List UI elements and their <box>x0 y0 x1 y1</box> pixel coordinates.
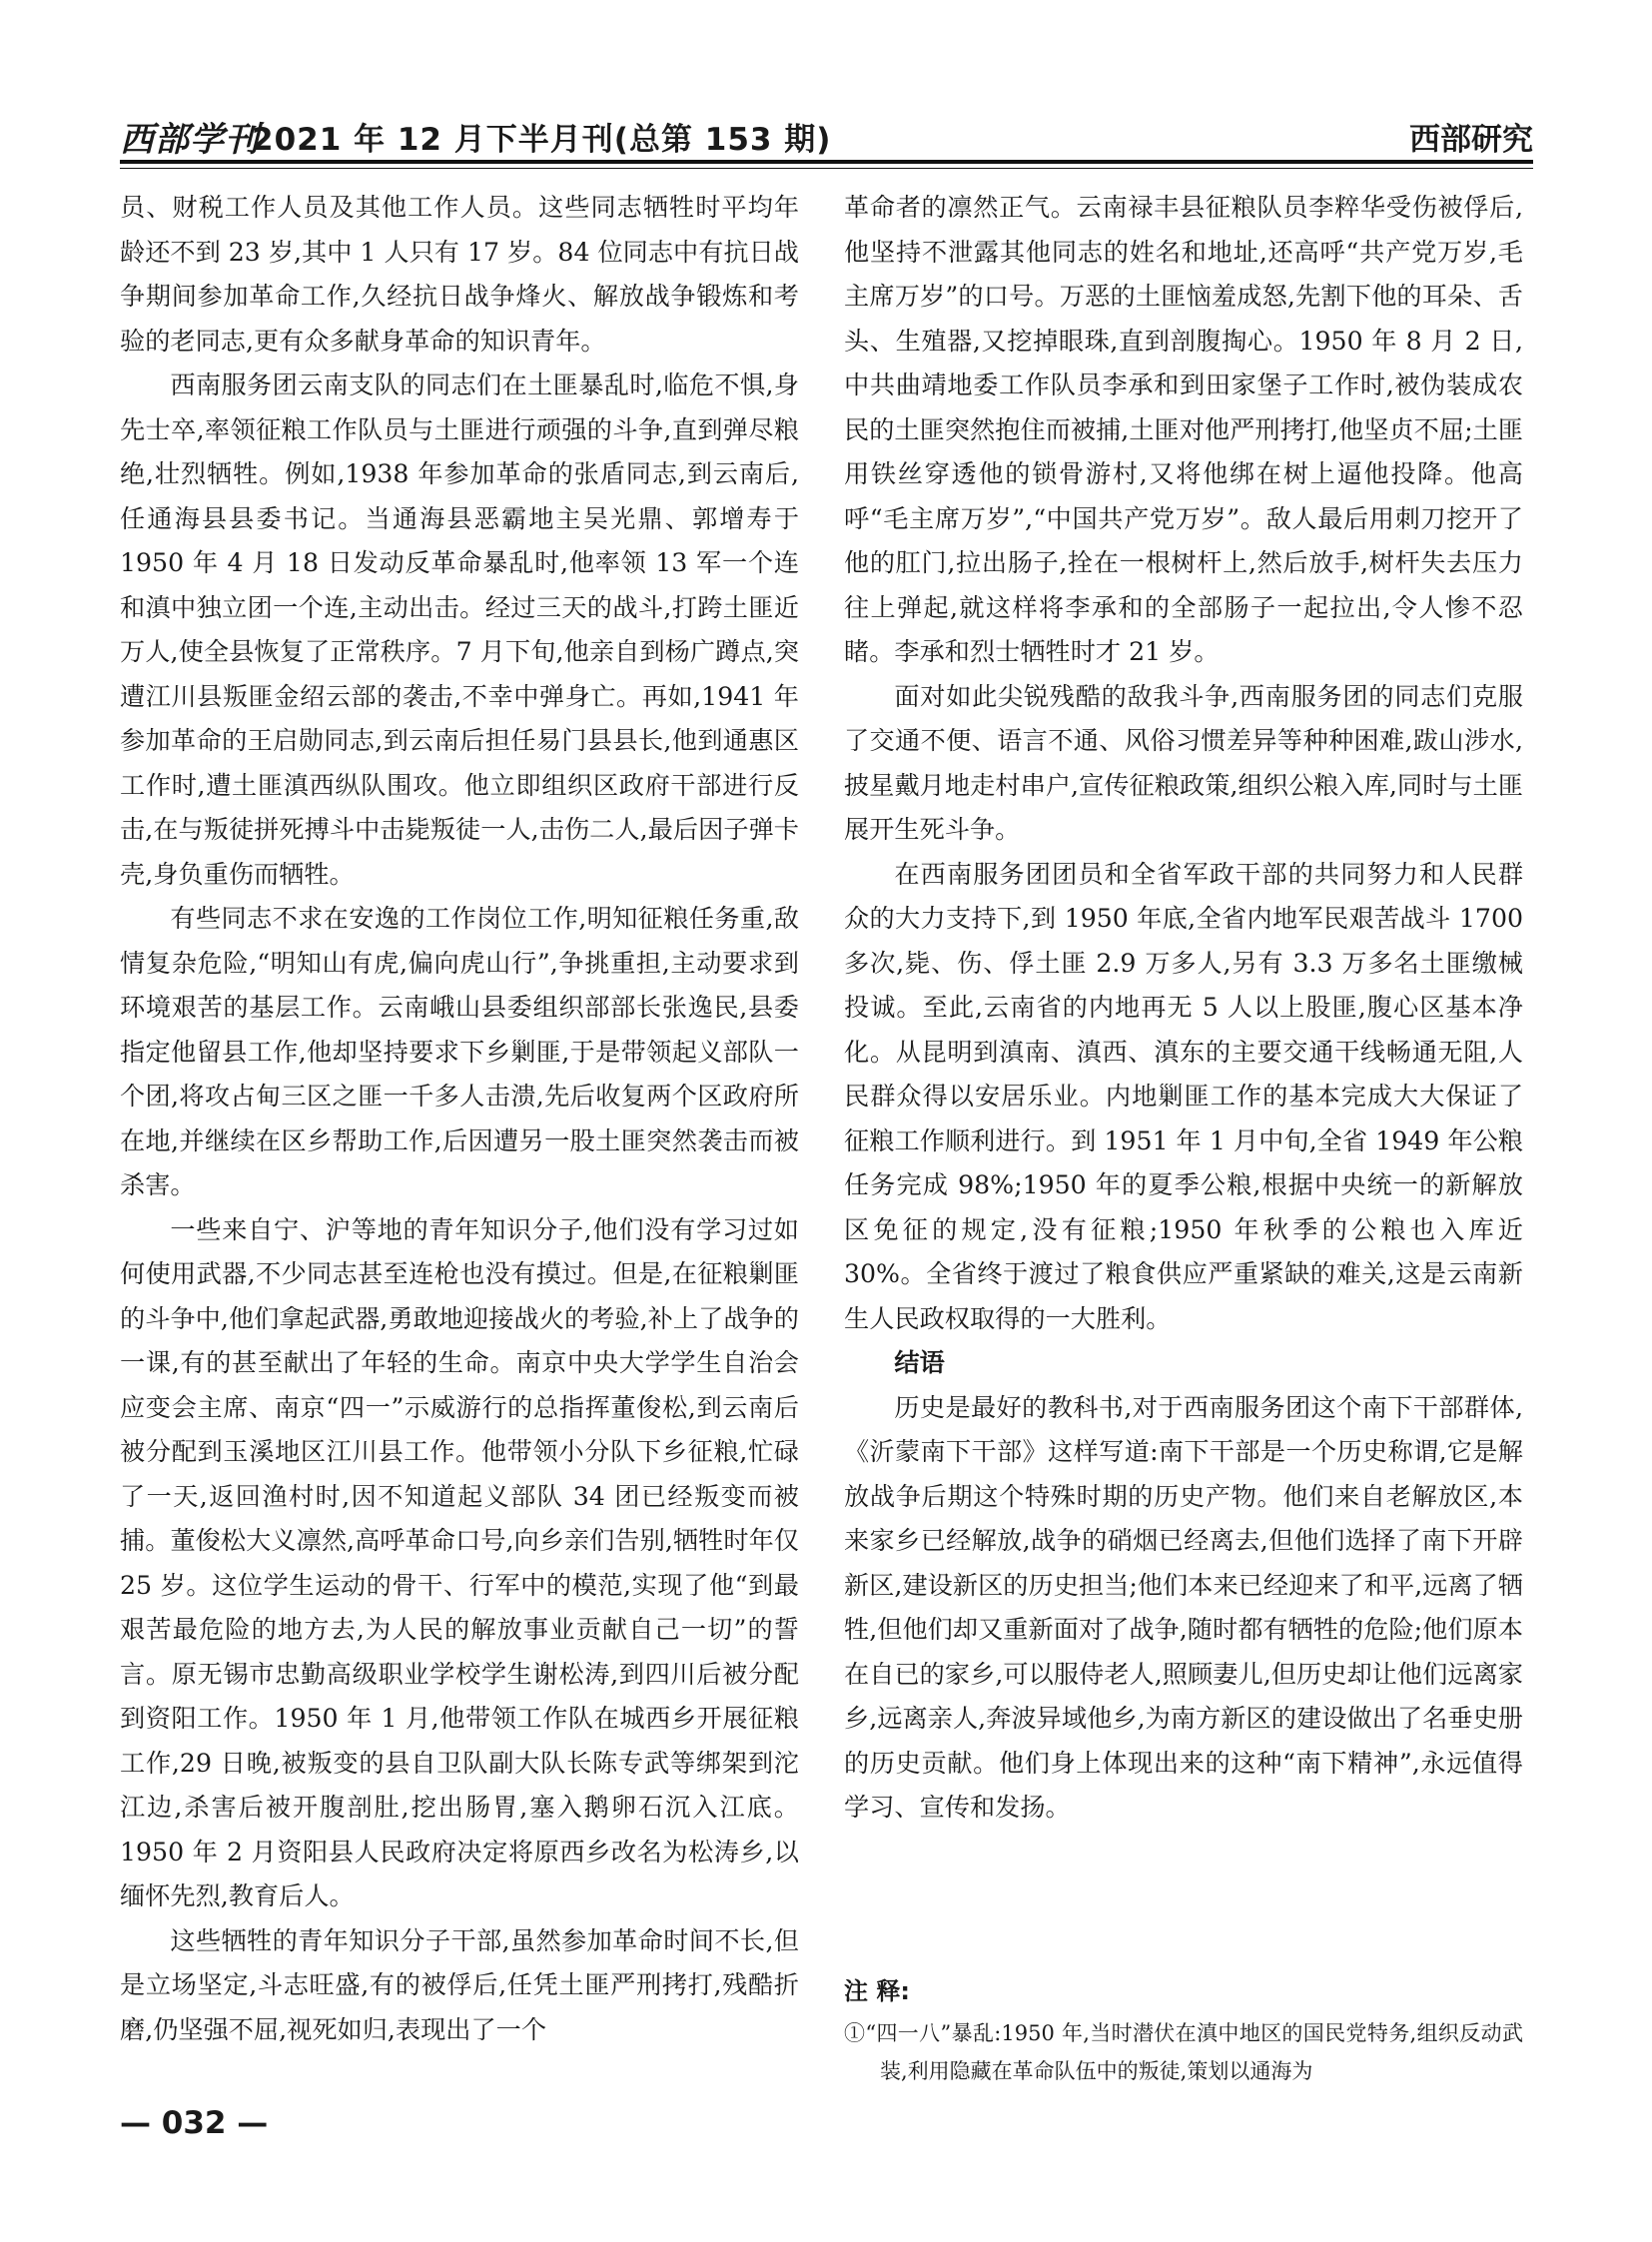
section-name: 西部研究 <box>1409 122 1533 158</box>
conclusion-paragraph: 历史是最好的教科书,对于西南服务团这个南下干部群体,《沂蒙南下干部》这样写道:南下干部是一个历史称谓,它是解放战争后期这个特殊时期的历史产物。他们来自老解放区,本来家乡已经解放,战争的硝烟已经离去,但他们选择了南下开辟新区,建设新区的历史担当;他们本来已经迎来了和平,远离了牺牲,但他们却又重新面对了战争,随时都有牺牲的危险;他们原本在自已的家乡,可以服侍老人,照顾妻儿,但历史却让他们远离家乡,远离亲人,奔波异域他乡,为南方新区的建设做出了名垂史册的历史贡献。他们身上体现出来的这种“南下精神”,永远值得学习、宣传和发扬。 <box>844 1392 1523 1822</box>
paragraph: 员、财税工作人员及其他工作人员。这些同志牺牲时平均年龄还不到 23 岁,其中 1 人只有 17 岁。84 位同志中有抗日战争期间参加革命工作,久经抗日战争烽火、解放战争锻炼和考验的老同志,更有众多献身革命的知识青年。 <box>120 193 799 356</box>
paragraph: 一些来自宁、沪等地的青年知识分子,他们没有学习过如何使用武器,不少同志甚至连枪也没有摸过。但是,在征粮剿匪的斗争中,他们拿起武器,勇敢地迎接战火的考验,补上了战争的一课,有的甚至献出了年轻的生命。南京中央大学学生自治会应变会主席、南京“四一”示威游行的总指挥董俊松,到云南后被分配到玉溪地区江川县工作。他带领小分队下乡征粮,忙碌了一天,返回渔村时,因不知道起义部队 34 团已经叛变而被捕。董俊松大义凛然,高呼革命口号,向乡亲们告别,牺牲时年仅 25 岁。这位学生运动的骨干、行军中的模范,实现了他“到最艰苦最危险的地方去,为人民的解放事业贡献自己一切”的誓言。原无锡市忠勤高级职业学校学生谢松涛,到四川后被分配到资阳工作。1950 年 1 月,他带领工作队在城西乡开展征粮工作,29 日晚,被叛变的县自卫队副大队长陈专武等绑架到沱江边,杀害后被开腹剖肚,挖出肠胃,塞入鹅卵石沉入江底。1950 年 2 月资阳县人民政府决定将原西乡改名为松涛乡,以缅怀先烈,教育后人。 <box>120 1214 799 1910</box>
right-column <box>844 186 1523 1963</box>
header-rule-thick <box>120 160 1533 164</box>
page-number: — 032 — <box>120 2105 269 2141</box>
footnotes <box>844 1972 1523 2090</box>
running-header <box>120 108 1533 164</box>
header-rule-thin <box>120 168 1533 169</box>
paragraph: 面对如此尖锐残酷的敌我斗争,西南服务团的同志们克服了交通不便、语言不通、风俗习惯差异等种种困难,跋山涉水,披星戴月地走村串户,宣传征粮政策,组织公粮入库,同时与土匪展开生死斗争。 <box>844 681 1523 844</box>
paragraph: 这些牺牲的青年知识分子干部,虽然参加革命时间不长,但是立场坚定,斗志旺盛,有的被俘后,任凭土匪严刑拷打,残酷折磨,仍坚强不屈,视死如归,表现出了一个 <box>120 1925 799 2044</box>
paragraph: 在西南服务团团员和全省军政干部的共同努力和人民群众的大力支持下,到 1950 年底,全省内地军民艰苦战斗 1700 多次,毙、伤、俘土匪 2.9 万多人,另有 3.3 万多名土匪缴械投诚。至此,云南省的内地再无 5 人以上股匪,腹心区基本净化。从昆明到滇南、滇西、滇东的主要交通干线畅通无阻,人民群众得以安居乐业。内地剿匪工作的基本完成大大保证了征粮工作顺利进行。到 1951 年 1 月中旬,全省 1949 年公粮任务完成 98%;1950 年的夏季公粮,根据中央统一的新解放区免征的规定,没有征粮;1950 年秋季的公粮也入库近 30%。全省终于渡过了粮食供应严重紧缺的难关,这是云南新生人民政权取得的一大胜利。 <box>844 859 1523 1333</box>
footnote-item: ①“四一八”暴乱:1950 年,当时潜伏在滇中地区的国民党特务,组织反动武装,利用隐藏在革命队伍中的叛徒,策划以通海为 <box>844 2021 1523 2083</box>
journal-logo: 西部学刊 <box>120 120 260 160</box>
conclusion-heading: 结语 <box>894 1348 945 1377</box>
notes-title: 注 释: <box>844 1977 910 2005</box>
paragraph: 革命者的凛然正气。云南禄丰县征粮队员李粹华受伤被俘后,他坚持不泄露其他同志的姓名和地址,还高呼“共产党万岁,毛主席万岁”的口号。万恶的土匪恼羞成怒,先割下他的耳朵、舌头、生殖器,又挖掉眼珠,直到剖腹掏心。1950 年 8 月 2 日,中共曲靖地委工作队员李承和到田家堡子工作时,被伪装成农民的土匪突然抱住而被捕,土匪对他严刑拷打,他坚贞不屈;土匪用铁丝穿透他的锁骨游村,又将他绑在树上逼他投降。他高呼“毛主席万岁”,“中国共产党万岁”。敌人最后用刺刀挖开了他的肛门,拉出肠子,拴在一根树杆上,然后放手,树杆失去压力往上弹起,就这样将李承和的全部肠子一起拉出,令人惨不忍睹。李承和烈士牺牲时才 21 岁。 <box>844 193 1523 666</box>
issue-info: 2021 年 12 月下半月刊(总第 153 期) <box>252 122 832 158</box>
paragraph: 西南服务团云南支队的同志们在土匪暴乱时,临危不惧,身先士卒,率领征粮工作队员与土匪进行顽强的斗争,直到弹尽粮绝,壮烈牺牲。例如,1938 年参加革命的张盾同志,到云南后,任通海县县委书记。当通海县恶霸地主吴光鼎、郭增寿于 1950 年 4 月 18 日发动反革命暴乱时,他率领 13 军一个连和滇中独立团一个连,主动出击。经过三天的战斗,打跨土匪近万人,使全县恢复了正常秩序。7 月下旬,他亲自到杨广蹲点,突遭江川县叛匪金绍云部的袭击,不幸中弹身亡。再如,1941 年参加革命的王启勋同志,到云南后担任易门县县长,他到通惠区工作时,遭土匪滇西纵队围攻。他立即组织区政府干部进行反击,在与叛徒拼死搏斗中击毙叛徒一人,击伤二人,最后因子弹卡壳,身负重伤而牺牲。 <box>120 371 799 889</box>
left-column <box>120 186 799 2044</box>
paragraph: 有些同志不求在安逸的工作岗位工作,明知征粮任务重,敌情复杂危险,“明知山有虎,偏向虎山行”,争挑重担,主动要求到环境艰苦的基层工作。云南峨山县委组织部部长张逸民,县委指定他留县工作,他却坚持要求下乡剿匪,于是带领起义部队一个团,将攻占甸三区之匪一千多人击溃,先后收复两个区政府所在地,并继续在区乡帮助工作,后因遭另一股土匪突然袭击而被杀害。 <box>120 904 799 1199</box>
